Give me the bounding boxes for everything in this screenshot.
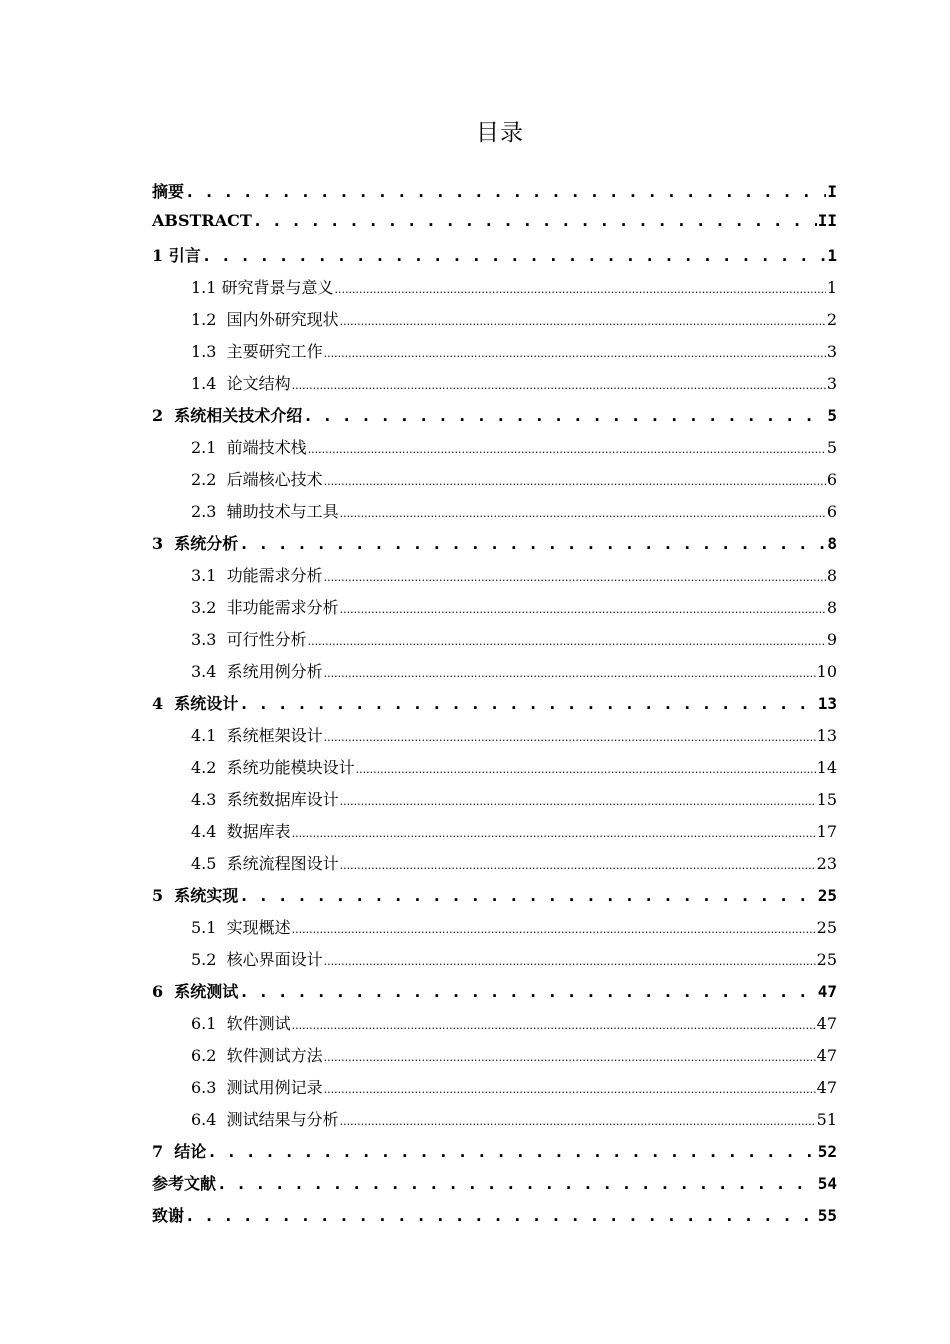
toc-section-entry[interactable] [152,915,837,947]
dot-leader [308,630,826,649]
toc-entry-title: 2.1 前端技术栈 [191,438,307,457]
dot-leader [340,598,826,617]
toc-page-number: 54 [817,1174,837,1193]
toc-page-number: 3 [826,342,837,361]
toc-chapter-entry[interactable] [152,979,837,1011]
toc-entry-title: 3.1 功能需求分析 [191,566,323,585]
toc-entry-title: 4.1 系统框架设计 [191,726,323,745]
dot-leader [292,1014,816,1033]
dot-leader [292,822,816,841]
toc-section-entry[interactable] [152,371,837,403]
toc-entry-title: 2.3 辅助技术与工具 [191,502,339,521]
toc-page-number: 25 [816,950,837,969]
toc-section-entry[interactable] [152,499,837,531]
toc-page-number: 52 [817,1142,837,1161]
toc-page-number: 10 [816,662,837,681]
toc-entry-title: 6.2 软件测试方法 [191,1046,323,1065]
dot-leader [239,534,826,553]
dot-leader [324,726,816,745]
toc-entry-title: 1.1 研究背景与意义 [191,278,334,297]
toc-entry-title: 4.2 系统功能模块设计 [191,758,355,777]
toc-section-entry[interactable] [152,467,837,499]
dot-leader [340,310,826,329]
dot-leader [324,950,816,969]
toc-entry-title: 4.3 系统数据库设计 [191,790,339,809]
toc-section-entry[interactable] [152,659,837,691]
toc-page-number: II [817,211,837,230]
dot-leader [340,502,826,521]
toc-page-number: 13 [817,694,837,713]
toc-entry-title: ABSTRACT [152,211,252,230]
toc-page-number: 47 [816,1046,837,1065]
toc-entry-title: 1 引言 [152,246,201,265]
toc-page-number: 17 [816,822,837,841]
toc-chapter-entry[interactable] [152,883,837,915]
toc-entry-title: 3.3 可行性分析 [191,630,307,649]
dot-leader [292,918,816,937]
toc-chapter-entry[interactable] [152,243,837,275]
toc-page-number: 25 [817,886,837,905]
toc-section-entry[interactable] [152,339,837,371]
toc-entry-title: 6.3 测试用例记录 [191,1078,323,1097]
toc-entry-title: 1.2 国内外研究现状 [191,310,339,329]
toc-entry-title: 5 系统实现 [152,886,239,905]
toc-page-number: 47 [817,982,837,1001]
toc-page-number: 5 [826,438,837,457]
toc-entry-title: 3 系统分析 [152,534,239,553]
dot-leader [217,1174,817,1193]
dot-leader [324,1046,816,1065]
dot-leader [340,1110,816,1129]
toc-section-entry[interactable] [152,435,837,467]
toc-section-entry[interactable] [152,755,837,787]
toc-entry-title: 4.4 数据库表 [191,822,291,841]
toc-section-entry[interactable] [152,851,837,883]
toc-page-number: 8 [827,534,837,553]
toc-entry-title: 1.4 论文结构 [191,374,291,393]
toc-page-number: 47 [816,1078,837,1097]
dot-leader [324,470,826,489]
toc-page-number: 47 [816,1014,837,1033]
dot-leader [239,694,816,713]
toc-chapter-entry[interactable] [152,1171,837,1203]
toc-section-entry[interactable] [152,787,837,819]
toc-section-entry[interactable] [152,563,837,595]
dot-leader [207,1142,816,1161]
dot-leader [292,374,826,393]
toc-entry-title: 7 结论 [152,1142,207,1161]
toc-page-number: 6 [826,502,837,521]
dot-leader [239,886,816,905]
toc-chapter-entry[interactable] [152,531,837,563]
toc-entry-title: 6 系统测试 [152,982,239,1001]
toc-entry-title: 5.1 实现概述 [191,918,291,937]
toc-entry-title: 参考文献 [152,1174,217,1193]
dot-leader [324,342,826,361]
toc-section-entry[interactable] [152,1075,837,1107]
toc-chapter-entry[interactable] [152,1203,837,1235]
toc-section-entry[interactable] [152,947,837,979]
toc-page-number: 51 [816,1110,837,1129]
dot-leader [340,854,816,873]
toc-section-entry[interactable] [152,1107,837,1139]
toc-page-number: 8 [826,598,837,617]
toc-page-number: 3 [826,374,837,393]
toc-section-entry[interactable] [152,723,837,755]
dot-leader [340,790,816,809]
dot-leader [303,406,826,425]
toc-page-number: 8 [826,566,837,585]
toc-page-number: I [827,182,837,201]
dot-leader [202,246,827,265]
dot-leader [324,566,826,585]
toc-page-number: 9 [826,630,837,649]
toc-chapter-entry[interactable] [152,211,837,243]
toc-page-number: 14 [816,758,837,777]
page-title: 目录 [476,120,524,146]
table-of-contents [152,179,837,1235]
dot-leader [324,662,816,681]
toc-entry-title: 3.2 非功能需求分析 [191,598,339,617]
toc-page-number: 1 [826,278,837,297]
toc-page-number: 15 [816,790,837,809]
toc-page-number: 23 [816,854,837,873]
toc-entry-title: 致谢 [152,1206,185,1225]
toc-section-entry[interactable] [152,275,837,307]
toc-entry-title: 摘要 [152,182,185,201]
toc-entry-title: 2.2 后端核心技术 [191,470,323,489]
toc-chapter-entry[interactable] [152,403,837,435]
toc-entry-title: 3.4 系统用例分析 [191,662,323,681]
toc-section-entry[interactable] [152,1011,837,1043]
dot-leader [335,278,826,297]
toc-chapter-entry[interactable] [152,1139,837,1171]
dot-leader [185,182,826,201]
toc-entry-title: 4.5 系统流程图设计 [191,854,339,873]
toc-entry-title: 2 系统相关技术介绍 [152,406,303,425]
dot-leader [239,982,816,1001]
toc-page-number: 5 [827,406,837,425]
toc-page-number: 6 [826,470,837,489]
toc-chapter-entry[interactable] [152,179,837,211]
toc-page-number: 25 [816,918,837,937]
dot-leader [324,1078,816,1097]
toc-page-number: 55 [817,1206,837,1225]
toc-entry-title: 6.1 软件测试 [191,1014,291,1033]
toc-section-entry[interactable] [152,819,837,851]
toc-entry-title: 5.2 核心界面设计 [191,950,323,969]
dot-leader [356,758,816,777]
toc-entry-title: 4 系统设计 [152,694,239,713]
toc-entry-title: 1.3 主要研究工作 [191,342,323,361]
toc-page-number: 1 [827,246,837,265]
dot-leader [308,438,826,457]
dot-leader [253,211,817,230]
dot-leader [185,1206,817,1225]
toc-section-entry[interactable] [152,627,837,659]
toc-section-entry[interactable] [152,1043,837,1075]
toc-chapter-entry[interactable] [152,691,837,723]
toc-entry-title: 6.4 测试结果与分析 [191,1110,339,1129]
toc-section-entry[interactable] [152,595,837,627]
toc-section-entry[interactable] [152,307,837,339]
toc-page-number: 13 [816,726,837,745]
toc-page-number: 2 [826,310,837,329]
